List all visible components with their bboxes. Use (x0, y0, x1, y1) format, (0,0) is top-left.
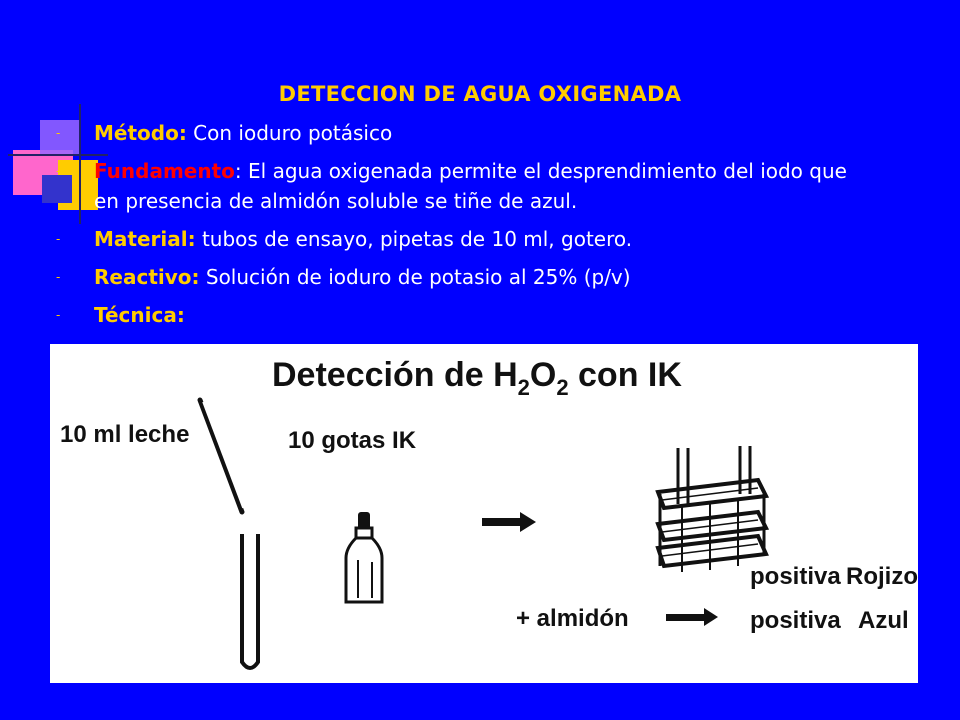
result-color-2: Azul (858, 607, 909, 634)
label-milk: 10 ml leche (60, 421, 190, 448)
test-tube-icon (242, 534, 258, 668)
bullet-text: tubos de ensayo, pipetas de 10 ml, gotero. (195, 227, 633, 251)
bullet-marker: - (56, 232, 61, 246)
bullet-marker: - (56, 126, 61, 140)
bullet-text: Solución de ioduro de potasio al 25% (p/v) (199, 265, 631, 289)
pipette-icon (200, 400, 243, 512)
bullet-key: Material: (94, 227, 196, 251)
bullet-marker: - (56, 164, 61, 178)
result-color-1: Rojizo (846, 563, 918, 590)
bullet-key-suffix: : (234, 159, 242, 183)
figure-title: Detección de $H_2O_2$ con IK (272, 356, 682, 400)
bullet-marker: - (56, 308, 61, 322)
bullet-text: El agua oxigenada permite el desprendimiento del iodo que en presencia de almidón soluble se tiñe de azul. (94, 159, 847, 213)
arrow-right-icon (666, 608, 718, 626)
procedure-diagram (50, 344, 918, 683)
test-tube-rack-icon (658, 446, 766, 572)
bullet-list (56, 118, 876, 338)
bullet-reactivo (56, 262, 876, 292)
label-starch: + almidón (516, 605, 629, 632)
bullet-key: Fundamento (94, 159, 235, 183)
bullet-method (56, 118, 876, 148)
bullet-fundamento (56, 156, 876, 216)
procedure-figure (50, 344, 918, 683)
bullet-key: Técnica: (94, 303, 185, 327)
label-drops: 10 gotas IK (288, 427, 417, 454)
bullet-text: Con ioduro potásico (186, 121, 393, 145)
dropper-bottle-icon (346, 512, 382, 602)
result-positive-1: positiva (750, 563, 841, 590)
bullet-marker: - (56, 270, 61, 284)
bullet-key: Método: (94, 121, 187, 145)
bullet-tecnica (56, 300, 876, 330)
bullet-material (56, 224, 876, 254)
result-positive-2: positiva (750, 607, 841, 634)
slide-title: DETECCION DE AGUA OXIGENADA (278, 82, 682, 106)
bullet-key: Reactivo: (94, 265, 200, 289)
arrow-right-icon (482, 512, 536, 532)
